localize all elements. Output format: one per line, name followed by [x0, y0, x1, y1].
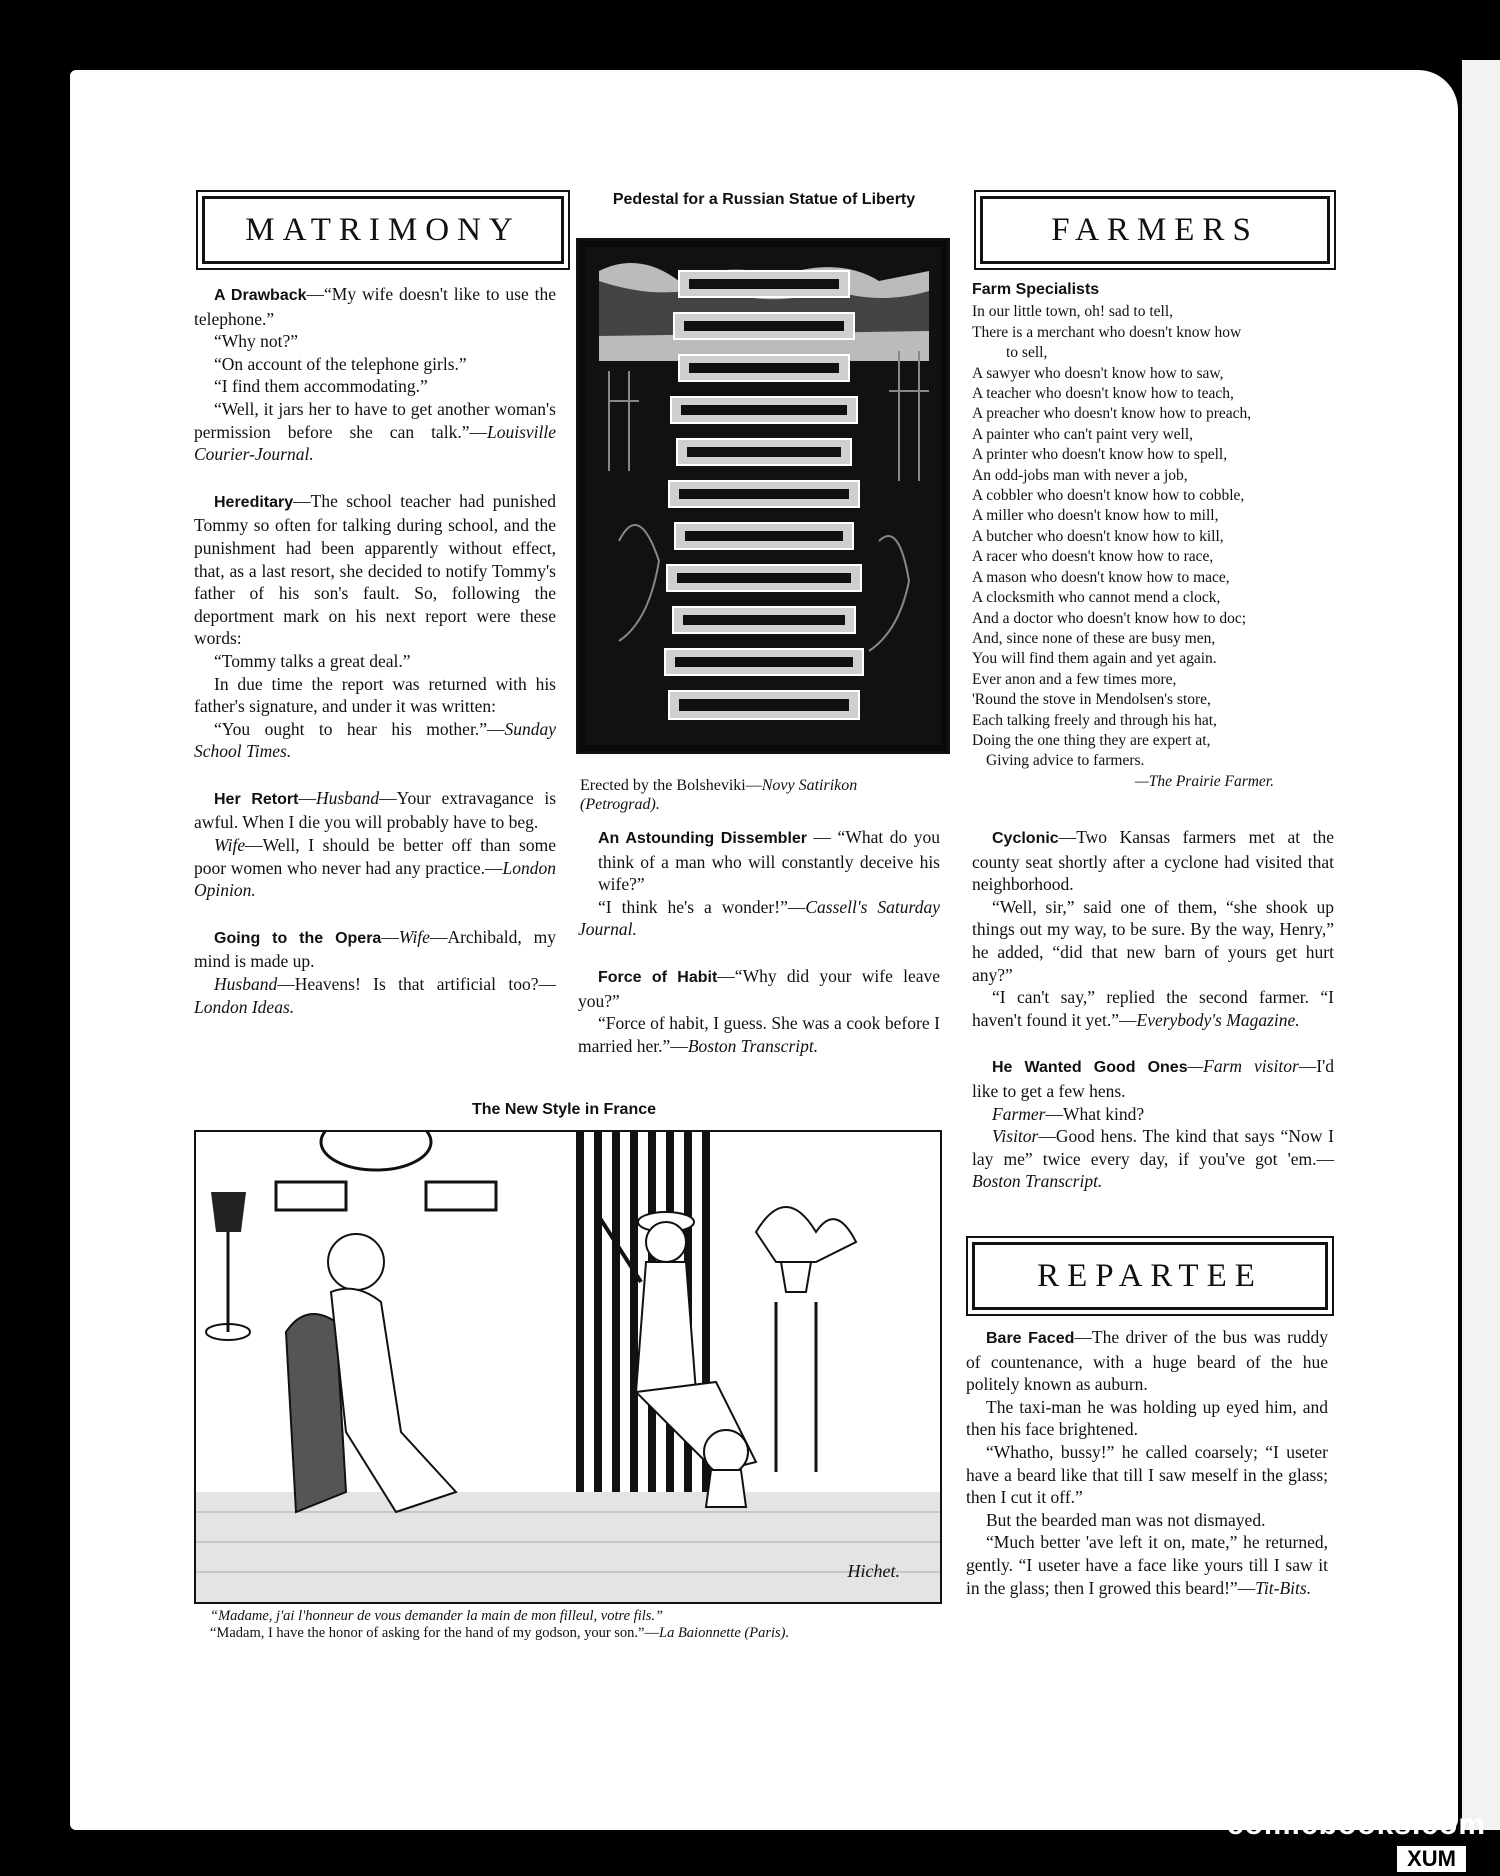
poem-line: A printer who doesn't know how to spell, — [972, 446, 1228, 464]
matrimony-header — [196, 190, 570, 270]
france-title: The New Style in France — [471, 1101, 657, 1118]
retort-joke: Her Retort—Husband—Your extravagance is awful. When I die you will probably have to beg. — [194, 787, 557, 833]
poem-line: And a doctor who doesn't know how to doc; — [972, 609, 1247, 627]
poem-line: Doing the one thing they are expert at, — [972, 731, 1211, 749]
poem-line: A mason who doesn't know how to mace, — [972, 568, 1230, 586]
repartee-header — [966, 1236, 1334, 1316]
parlor-illustration — [196, 1132, 940, 1602]
poem-line: Giving advice to farmers. — [986, 752, 1145, 770]
poem-line: A miller who doesn't know how to mill, — [972, 507, 1219, 525]
poem-line: In our little town, oh! sad to tell, — [972, 303, 1174, 321]
poem-line: A racer who doesn't know how to race, — [972, 548, 1214, 566]
poem-line: A butcher who doesn't know how to kill, — [972, 527, 1224, 545]
artist-signature: Hichet. — [847, 1561, 900, 1581]
pedestal-cartoon — [576, 238, 950, 754]
watermark-tag: XUM — [1397, 1846, 1466, 1872]
hereditary-joke: Hereditary—The school teacher had punished Tommy so often for talking during school, and the punishment had been apparently without effect, that, as a last resort, she decided to notify Tommy's father of his son's fault. So, following the deportment mark on his next report were these words: — [194, 490, 556, 649]
france-caption: “Madame, j'ai l'honneur de vous demander la main de mon filleul, votre fils.” “Madam, I have the honor of asking for the hand of my godson, your son.”—La Baionnette (Paris). — [210, 1608, 790, 1641]
poem-line: And, since none of these are busy men, — [972, 629, 1216, 647]
farmers-column — [972, 280, 1334, 792]
matrimony-title: MATRIMONY — [202, 196, 564, 264]
hens-joke: He Wanted Good Ones—Farm visitor—I'd like to get a few hens. — [972, 1056, 1334, 1101]
farmers-jokes: Cyclonic—Two Kansas farmers met at the county seat shortly after a cyclone had visited that neighborhood. “Well, sir,” said one of them, “she shook up things out my way, to be sure. By the way, Henry,” he added, “did that new barn of yours get hurt any?” “I can't say,” replied the second farmer. “I haven't found it yet.”—Everybody's Magazine. He Wanted Good Ones—Farm visitor—I'd like to get a few hens. Farmer—What kind? Visitor—Good hens. The kind that says “Now I lay me” twice every day, if you've got 'em.—Boston Transcript. — [972, 827, 1334, 1192]
france-cartoon — [194, 1130, 942, 1604]
middle-column: An Astounding Dissembler — “What do you think of a man who will constantly deceive his wife?” “I think he's a wonder!”—Cassell's Saturday Journal. Force of Habit—“Why did your wife leave you?” “Force of habit, I guess. She was a cook before I married her.”—Boston Transcript. — [578, 827, 940, 1056]
poem-line: to sell, — [1006, 344, 1048, 362]
poem-source: —The Prairie Farmer. — [1134, 772, 1274, 790]
poem-line: An odd-jobs man with never a job, — [972, 466, 1188, 484]
poem-line: A painter who can't paint very well, — [972, 425, 1194, 443]
watermark-site: comicbooks.com — [1226, 1808, 1486, 1841]
poem-line: A sawyer who doesn't know how to saw, — [972, 364, 1224, 382]
farmers-title: FARMERS — [980, 196, 1330, 264]
farmers-header — [974, 190, 1336, 270]
poem-title: Farm Specialists — [972, 281, 1100, 298]
poem-line: 'Round the stove in Mendolsen's store, — [972, 691, 1211, 709]
drawback-joke: A Drawback—“My wife doesn't like to use the telephone.” — [194, 284, 557, 329]
matrimony-column: A Drawback—“My wife doesn't like to use the telephone.” “Why not?” “On account of the telephone girls.” “I find them accommodating.” “Well, it jars her to have to get another woman's permission before she can talk.”—Louisville Courier-Journal. Hereditary—The school teacher had punished Tommy so often for talking during school, and the punishment had been apparently without effect, that, as a last resort, she decided to notify Tommy's father of his son's fault. So, following the deportment mark on his next report were these words: “Tommy talks a great deal.” In due time the report was returned with his father's signature, and under it was written: “You ought to hear his mother.”—Sunday School Times. Her Retort—Husband—Your extravagance is awful. When I die you will probably have to beg. Wife—Well, I should be better off than some poor women who never had any practice.—London Opinion. Going to the Opera—Wife—Archibald, my mind is made up. Husband—Heavens! Is that artificial too?—London Ideas. — [194, 284, 557, 1017]
pedestal-caption: Erected by the Bolsheviki—Novy Satirikon (Petrograd). — [580, 777, 858, 813]
habit-joke: Force of Habit—“Why did your wife leave you?” — [578, 965, 940, 1011]
repartee-column: Bare Faced—The driver of the bus was ruddy of countenance, with a huge beard of the hue politely known as auburn. The taxi-man he was holding up eyed him, and then his face brightened. “Whatho, bussy!” he called coarsely; “I useter have a beard like that till I saw meself in the glass; then I cut it off.” But the bearded man was not dismayed. “Much better 'ave left it on, mate,” he returned, gently. “I useter have a face like yours till I saw it in the glass; then I growed this beard!”—Tit-Bits. — [966, 1327, 1329, 1598]
poem-line: There is a merchant who doesn't know how — [972, 323, 1242, 341]
poem-line: A preacher who doesn't know how to preach, — [972, 405, 1252, 423]
poem-line: Each talking freely and through his hat, — [972, 711, 1217, 729]
repartee-title: REPARTEE — [972, 1242, 1328, 1310]
page-edge — [1462, 60, 1500, 1830]
poem-line: A teacher who doesn't know how to teach, — [972, 385, 1234, 403]
pedestal-title: Pedestal for a Russian Statue of Liberty — [612, 191, 916, 208]
dissembler-joke: An Astounding Dissembler — “What do you think of a man who will constantly deceive his wife?” — [598, 827, 940, 895]
barefaced-joke: Bare Faced—The driver of the bus was ruddy of countenance, with a huge beard of the hue politely known as auburn. — [966, 1327, 1329, 1395]
poem-lines — [972, 302, 1334, 771]
cyclonic-joke: Cyclonic—Two Kansas farmers met at the county seat shortly after a cyclone had visited that neighborhood. — [972, 827, 1334, 895]
opera-joke: Going to the Opera—Wife—Archibald, my mind is made up. — [194, 926, 557, 972]
poem-line: Ever anon and a few times more, — [972, 670, 1177, 688]
coffin-stack-illustration — [579, 241, 947, 751]
poem-line: You will find them again and yet again. — [972, 650, 1217, 668]
poem-line: A clocksmith who cannot mend a clock, — [972, 589, 1221, 607]
poem-line: A cobbler who doesn't know how to cobble, — [972, 487, 1245, 505]
